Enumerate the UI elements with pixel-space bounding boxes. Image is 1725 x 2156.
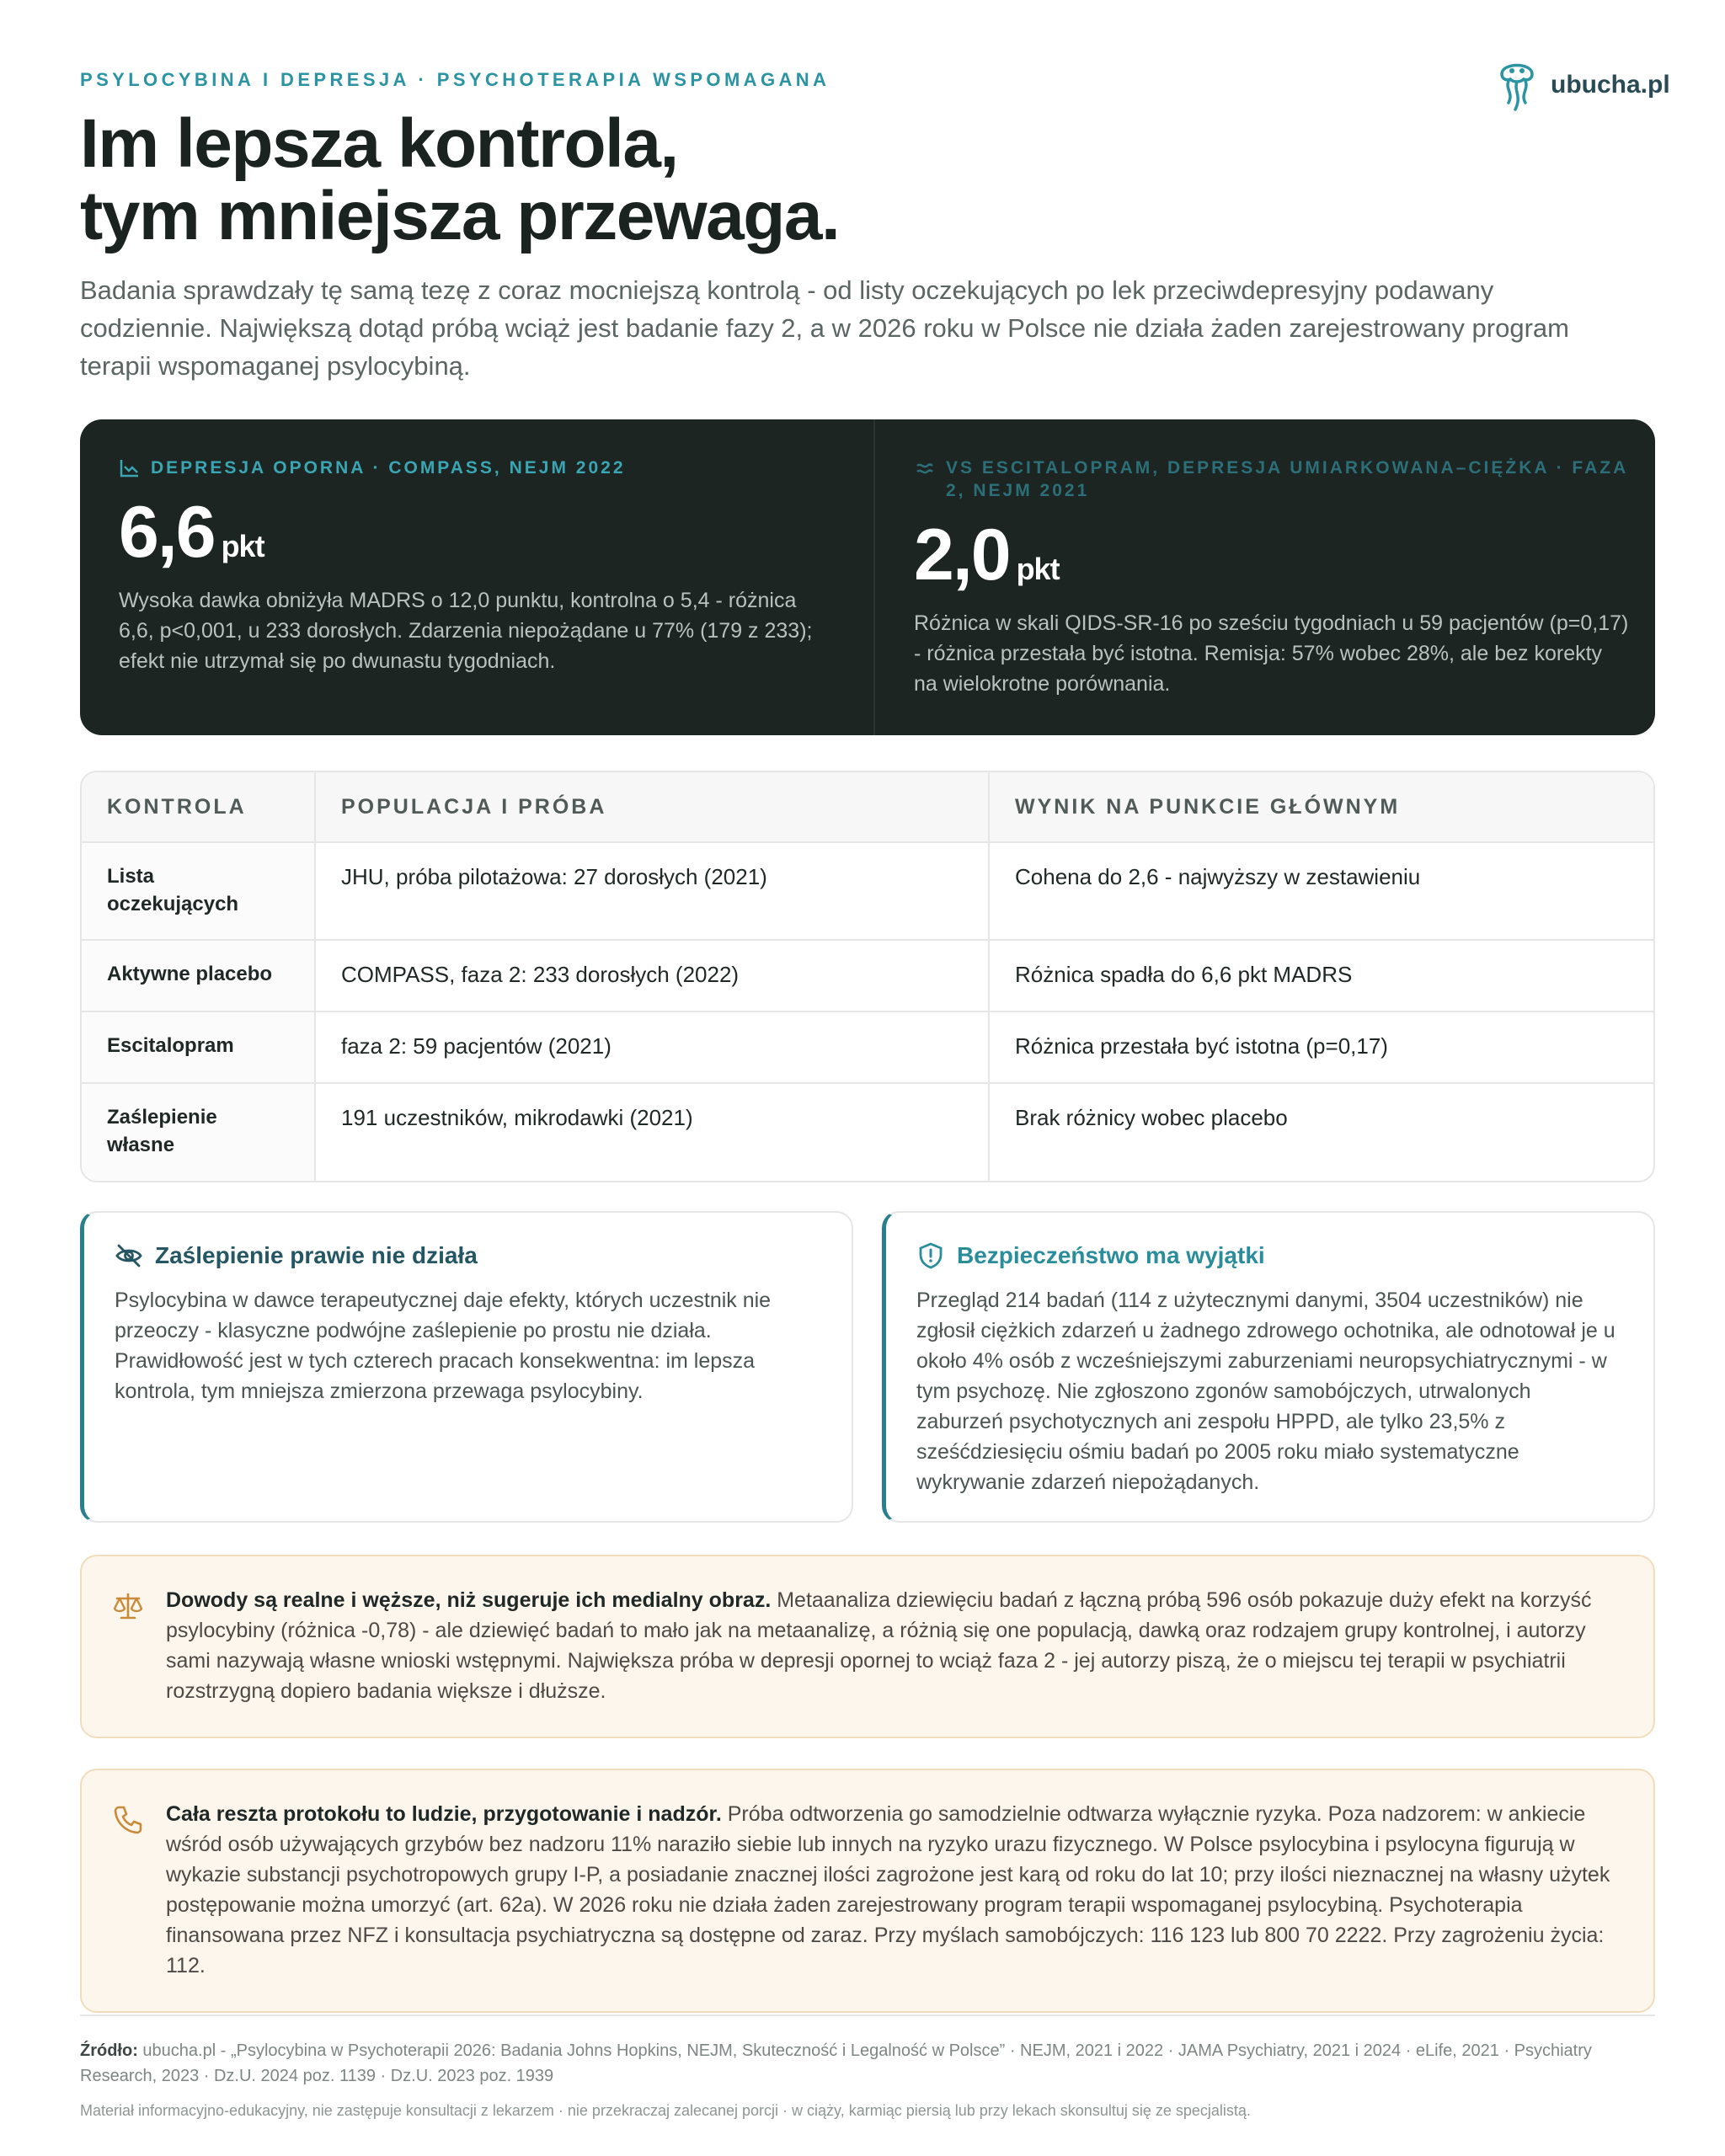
card-header: [916, 1241, 1623, 1270]
stat-value: [119, 492, 835, 573]
stat-number: 2,0: [914, 515, 1010, 595]
card-body: Psylocybina w dawce terapeutycznej daje efekty, których uczestnik nie przeoczy - klasyczne podwójne zaślepienie po prostu nie działa. Prawidłowość jest w tych czterech pracach konsekwentna: im lepsza kontrola, tym mniejsza zmierzona przewaga psylocybiny.: [115, 1289, 772, 1403]
note-body: Metaanaliza dziewięciu badań z łączną próbą 596 osób pokazuje duży efekt na korzyść psylocybiny (różnica -0,78) - ale dziewięć badań to mało jak na metaanalizę, a różnią się one populacją, dawką oraz rodzajem grupy kontrolnej, i autorzy sami nazywają własne wnioski wstępnymi. Największa próba w depresji opornej to wciąż faza 2 - jej autorzy piszą, że o miejscu tej terapii w psychiatrii rozstrzygną dopiero badania większe i dłuższe.: [166, 1588, 1592, 1703]
stat-unit: pkt: [1016, 552, 1060, 586]
table-cell: Aktywne placebo: [82, 940, 315, 1011]
stat-escitalopram: [873, 419, 1669, 735]
table-cell: Zaślepienie własne: [82, 1083, 315, 1181]
scale-icon: [112, 1590, 144, 1622]
stat-unit: pkt: [221, 529, 264, 563]
stat-label-text: VS ESCITALOPRAM, DEPRESJA UMIARKOWANA–CIĘŻKA · FAZA 2, NEJM 2021: [946, 458, 1628, 500]
card-header: [115, 1241, 821, 1270]
shield-alert-icon: [916, 1241, 945, 1270]
note-evidence: [80, 1555, 1655, 1738]
table-cell: Różnica spadła do 6,6 pkt MADRS: [989, 940, 1653, 1011]
brand-name: ubucha.pl: [1551, 71, 1670, 99]
stat-description: Wysoka dawka obniżyła MADRS o 12,0 punktu, kontrolna o 5,4 - różnica 6,6, p<0,001, u 233 dorosłych. Zdarzenia niepożądane u 77% (179 z 233); efekt nie utrzymał się po dwunastu tygodniach.: [119, 589, 813, 673]
jellyfish-icon: [1495, 56, 1539, 115]
stat-number: 6,6: [119, 492, 215, 573]
stat-value: [914, 517, 1630, 593]
note-lead: Dowody są realne i węższe, niż sugeruje ich medialny obraz.: [166, 1588, 772, 1612]
stat-description: Różnica w skali QIDS-SR-16 po sześciu tygodniach u 59 pacjentów (p=0,17) - różnica przestała być istotna. Remisja: 57% wobec 28%, ale bez korekty na wielokrotne porównania.: [914, 611, 1629, 696]
card-body: Przegląd 214 badań (114 z użytecznymi danymi, 3504 uczestników) nie zgłosił ciężkich zdarzeń u żadnego zdrowego ochotnika, ale odnotował je u około 4% osób z wcześniejszymi zaburzeniami neuropsychiatrycznymi - w tym psychozę. Nie zgłoszono zgonów samobójczych, utrwalonych zaburzeń psychotycznych ani zespołu HPPD, ale tylko 23,5% z sześćdziesięciu ośmiu badań po 2005 roku miało systematyczne wykrywanie zdarzeń niepożądanych.: [916, 1289, 1616, 1494]
stats-panel: [80, 419, 1655, 735]
stat-label: [119, 456, 835, 479]
note-lead: Cała reszta protokołu to ludzie, przygotowanie i nadzór.: [166, 1802, 722, 1826]
note-text: [166, 1585, 1611, 1706]
eye-off-icon: [115, 1241, 143, 1270]
brand-logo[interactable]: [1495, 56, 1670, 115]
table-cell: faza 2: 59 pacjentów (2021): [315, 1011, 989, 1083]
disclaimer: Materiał informacyjno-edukacyjny, nie zastępuje konsultacji z lekarzem · nie przekraczaj zalecanej porcji · w ciąży, karmiąc piersią lub przy lekach skonsultuj się ze specjalistą.: [80, 2102, 1251, 2119]
comparison-table: [80, 771, 1655, 1182]
table-cell: Lista oczekujących: [82, 842, 315, 940]
table-cell: Brak różnicy wobec placebo: [1015, 1105, 1288, 1130]
page-title: [80, 105, 840, 254]
title-line-2: tym mniejsza przewaga.: [80, 178, 840, 254]
stat-compass: [80, 419, 873, 735]
stat-label: [914, 456, 1630, 502]
card-title: Bezpieczeństwo ma wyjątki: [957, 1242, 1265, 1268]
source-label: Źródło:: [80, 2041, 138, 2060]
card-title: Zaślepienie prawie nie działa: [155, 1242, 478, 1268]
table-cell: COMPASS, faza 2: 233 dorosłych (2022): [315, 940, 989, 1011]
eyebrow: PSYLOCYBINA I DEPRESJA · PSYCHOTERAPIA WSPOMAGANA: [80, 69, 830, 90]
title-line-1: Im lepsza kontrola,: [80, 105, 678, 182]
table-row: [82, 1083, 1653, 1181]
table-cell: JHU, próba pilotażowa: 27 dorosłych (2021): [315, 842, 989, 940]
stat-label-text: DEPRESJA OPORNA · COMPASS, NEJM 2022: [151, 458, 626, 478]
approx-icon: [914, 457, 936, 479]
table-cell: Escitalopram: [82, 1011, 315, 1083]
column-header: POPULACJA I PRÓBA: [315, 772, 989, 842]
table-cell: 191 uczestników, mikrodawki (2021): [315, 1083, 989, 1181]
table-row: [82, 1011, 1653, 1083]
note-protocol: [80, 1769, 1655, 2013]
column-header: WYNIK NA PUNKCIE GŁÓWNYM: [989, 772, 1653, 842]
phone-icon: [112, 1804, 144, 1836]
column-header: KONTROLA: [82, 772, 315, 842]
table-row: [82, 842, 1653, 940]
note-text: [166, 1799, 1611, 1981]
table-cell: Różnica przestała być istotna (p=0,17): [989, 1011, 1653, 1083]
table-header-row: [82, 772, 1653, 842]
source-text: ubucha.pl - „Psylocybina w Psychoterapii 2026: Badania Johns Hopkins, NEJM, Skuteczność i Legalność w Polsce” · NEJM, 2021 i 2022 · JAMA Psychiatry, 2021 i 2024 · eLife, 2021 · Psychiatry Research, 2023 · Dz.U. 2024 poz. 1139 · Dz.U. 2023 poz. 1939: [80, 2041, 1592, 2085]
lede: Badania sprawdzały tę samą tezę z coraz mocniejszą kontrolą - od listy oczekujących po lek przeciwdepresyjny podawany codziennie. Największą dotąd próbą wciąż jest badanie fazy 2, a w 2026 roku w Polsce nie działa żaden zarejestrowany program terapii wspomaganej psylocybiną.: [80, 275, 1569, 381]
card-blinding: [80, 1211, 853, 1523]
table-row: [82, 940, 1653, 1011]
source-line: [80, 2038, 1655, 2089]
note-body: Próba odtworzenia go samodzielnie odtwarza wyłącznie ryzyka. Poza nadzorem: w ankiecie wśród osób używających grzybów bez nadzoru 11% naraziło siebie lub innych na ryzyko urazu fizycznego. W Polsce psylocybina i psylocyna figurują w wykazie substancji psychotropowych grupy I-P, a posiadanie znacznej ilości zagrożone jest karą od roku do lat 10; przy ilości nieznacznej na własny użytek postępowanie można umorzyć (art. 62a). W 2026 roku nie działa żaden zarejestrowany program terapii wspomaganej psylocybiną. Psychoterapia finansowana przez NFZ i konsultacja psychiatryczna są dostępne od zaraz. Przy myślach samobójczych: 116 123 lub 800 70 2222. Przy zagrożeniu życia: 112.: [166, 1802, 1610, 1977]
card-safety: [882, 1211, 1655, 1523]
table-cell: Cohena do 2,6 - najwyższy w zestawieniu: [989, 842, 1653, 940]
divider: [80, 2015, 1655, 2016]
chart-icon: [119, 457, 141, 479]
